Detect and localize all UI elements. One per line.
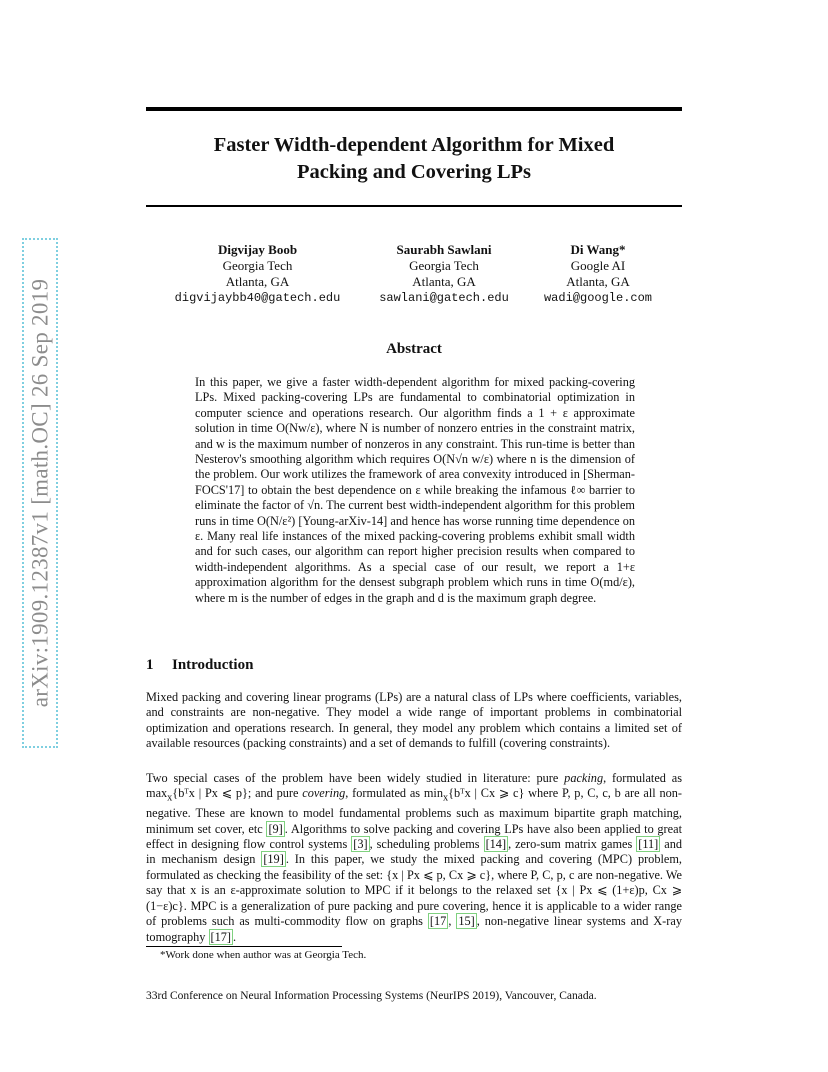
math-subscript: x: [167, 792, 173, 804]
citation-link[interactable]: [11]: [638, 837, 659, 852]
author-affiliation: Georgia Tech: [222, 258, 293, 273]
arxiv-side-stamp: [22, 238, 58, 748]
text-segment: , formulated as max: [146, 771, 682, 801]
citation-link[interactable]: [19]: [263, 852, 284, 867]
author-location: Atlanta, GA: [412, 274, 476, 289]
text-segment: , formulated as min: [345, 786, 443, 801]
author-location: Atlanta, GA: [225, 274, 290, 289]
citation-link[interactable]: [14]: [485, 837, 507, 852]
section-heading-introduction: [146, 657, 253, 674]
footnote: *Work done when author was at Georgia Tech.: [160, 949, 367, 961]
paper-title: [146, 132, 682, 186]
text-segment: , non-negative linear systems and X-ray tomography: [146, 914, 682, 944]
arxiv-identifier: arXiv:1909.12387v1 [math.OC] 26 Sep 2019: [27, 278, 53, 708]
text-segment: , scheduling problems: [369, 837, 484, 852]
author-name: Saurabh Sawlani: [396, 242, 492, 257]
author-affiliation: Google AI: [570, 258, 626, 273]
author-email: sawlani@gatech.edu: [379, 291, 509, 305]
text-segment: {bᵀx | Cx ⩾ c} where P, p, C, c, b are all non-negative. These are known to model fundamental problems such as maximum bipartite graph matching, minimum set cover, etc: [146, 786, 682, 836]
author-block-3: [538, 242, 658, 306]
venue-line: 33rd Conference on Neural Information Processing Systems (NeurIPS 2019), Vancouver, Canada.: [146, 990, 597, 1002]
emphasis-covering: covering: [302, 786, 346, 801]
section-number: 1: [146, 657, 154, 673]
title-line-1: Faster Width-dependent Algorithm for Mixed: [213, 134, 615, 156]
emphasis-packing: packing: [564, 771, 604, 785]
text-segment: . In this paper, we study the mixed packing and covering (MPC) problem, formulated as checking the feasibility of the set: {x | Px ⩽ p, Cx ⩾ c}, where P, C, p, c are non-negative. We say that x is an ε-approximate solution to MPC if it belongs to the relaxed set {x | Px ⩽ (1+ε)p, Cx ⩾ (1−ε)c}. MPC is a generalization of pure packing and pure covering, hence it is applicable to a wider range of problems such as multi-commodity flow on graphs: [146, 852, 682, 929]
citation-link[interactable]: [3]: [353, 837, 368, 852]
author-affiliation: Georgia Tech: [409, 258, 479, 273]
author-name: Di Wang*: [570, 242, 626, 257]
citation-link[interactable]: 15]: [458, 914, 475, 929]
citation-link[interactable]: [17]: [210, 929, 231, 944]
text-segment: , zero-sum matrix games: [508, 837, 637, 852]
title-line-2: Packing and Covering LPs: [296, 161, 532, 183]
text-segment: .: [233, 929, 237, 944]
text-segment: Two special cases of the problem have been widely studied in literature: pure: [146, 771, 565, 785]
text-segment: ,: [448, 914, 457, 929]
citation-link[interactable]: [17: [429, 914, 447, 929]
section-title: Introduction: [172, 657, 254, 673]
intro-paragraph-2: [146, 771, 682, 945]
author-name: Digvijay Boob: [217, 242, 298, 257]
abstract-text: In this paper, we give a faster width-dependent algorithm for mixed packing-covering LPs. Mixed packing-covering LPs are fundamental to combinatorial optimization in computer science and operations research. Our algorithm finds a 1 + ε approximate solution in time O(Nw/ε), where N is number of nonzero entries in the constraint matrix, and w is the maximum number of nonzeros in any constraint. This run-time is better than Nesterov's smoothing algorithm which requires O(N√n w/ε) where n is the dimension of the problem. Our work utilizes the framework of area convexity introduced in [Sherman-FOCS'17] to obtain the best dependence on ε while breaking the infamous ℓ∞ barrier to eliminate the factor of √n. The current best width-independent algorithm for this problem runs in time O(N/ε²) [Young-arXiv-14] and hence has worse running time dependence on ε. Many real life instances of the mixed packing-covering problems exhibit small width and for such cases, our algorithm can report higher precision results when compared to width-independent algorithms. As a special case of our result, we report a 1+ε approximation algorithm for the densest subgraph problem which runs in time O(md/ε), where m is the number of edges in the graph and d is the maximum graph degree.: [195, 375, 635, 605]
footnote-rule: [146, 946, 342, 947]
intro-paragraph-1: Mixed packing and covering linear programs (LPs) are a natural class of LPs where coefficients, variables, and constraints are non-negative. They model a wide range of important problems in combinatorial optimization and operations research. In general, they model any problem which contains a limited set of available resources (packing constraints) and a set of demands to fulfill (covering constraints).: [146, 690, 682, 751]
text-segment: and in mechanism design: [146, 837, 682, 867]
text-segment: {bᵀx | Px ⩽ p}; and pure: [172, 786, 303, 801]
abstract-heading: Abstract: [386, 341, 442, 357]
author-location: Atlanta, GA: [566, 274, 630, 289]
citation-link[interactable]: [9]: [268, 821, 283, 836]
title-bottom-rule: [146, 205, 682, 207]
text-segment: . Algorithms to solve packing and covering LPs have also been applied to great effect in designing flow control systems: [146, 821, 682, 852]
author-block-1: [170, 242, 345, 306]
author-email: wadi@google.com: [543, 291, 653, 305]
author-email: digvijaybb40@gatech.edu: [174, 291, 341, 305]
author-block-2: [364, 242, 524, 306]
math-subscript: x: [443, 792, 449, 804]
title-top-rule: [146, 107, 682, 111]
